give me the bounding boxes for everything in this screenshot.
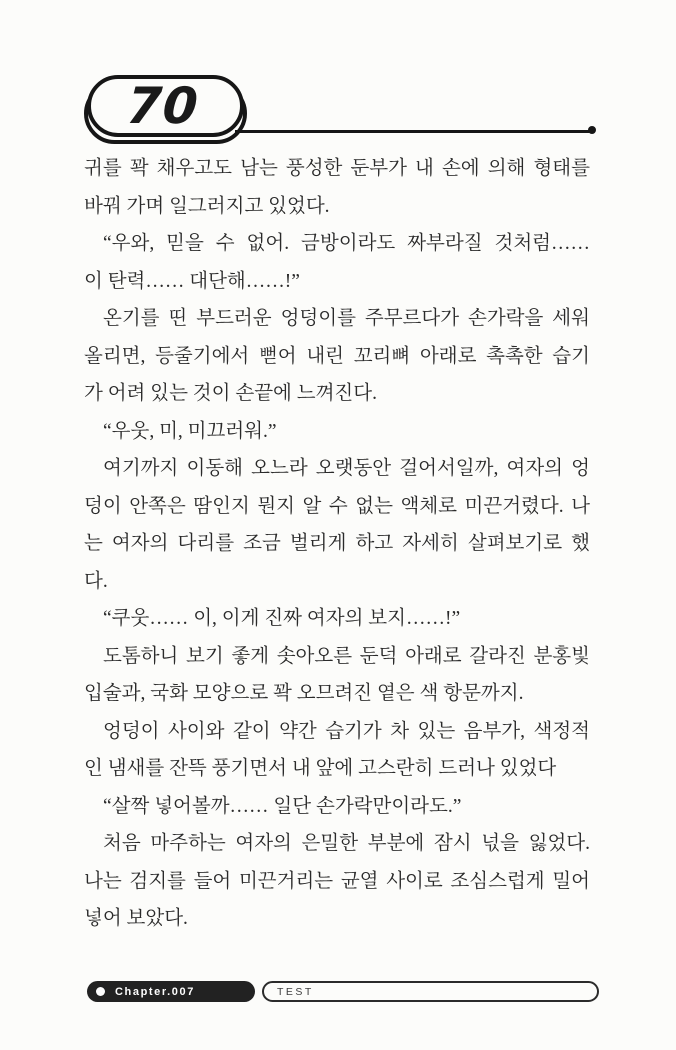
- ring-end-icon: [588, 126, 596, 134]
- text-line: 여기까지 이동해 오느라 오랫동안 걸어서일까, 여자의 엉: [103, 458, 590, 479]
- text-line: “쿠웃…… 이, 이게 진짜 여자의 보지……!”: [103, 608, 461, 629]
- text-line: 엉덩이 사이와 같이 약간 습기가 차 있는 음부가, 색정적: [103, 720, 590, 742]
- text-line: 처음 마주하는 여자의 은밀한 부분에 잠시 넋을 잃었다.: [103, 833, 590, 854]
- text-line: 덩이 안쪽은 땀인지 뭔지 알 수 없는 액체로 미끈거렸다. 나: [84, 495, 590, 517]
- text-line: 온기를 띤 부드러운 엉덩이를 주무르다가 손가락을 세워: [103, 308, 590, 329]
- text-line: 귀를 꽉 채우고도 남는 풍성한 둔부가 내 손에 의해 형태를: [84, 158, 590, 179]
- text-line: “살짝 넣어볼까…… 일단 손가락만이라도.”: [103, 795, 462, 817]
- text-line: 이 탄력…… 대단해……!”: [84, 270, 300, 292]
- header-rule-line: [235, 130, 591, 133]
- text-line: 입술과, 국화 모양으로 꽉 오므려진 옅은 색 항문까지.: [84, 683, 524, 704]
- text-line: 가 어려 있는 것이 손끝에 느껴진다.: [84, 383, 377, 404]
- text-line: “우와, 믿을 수 없어. 금방이라도 짜부라질 것처럼……: [103, 233, 590, 254]
- footer-title-label: TEST: [277, 985, 314, 998]
- page-number-badge: [87, 75, 244, 137]
- bullet-dot-icon: [96, 987, 105, 996]
- body-text: [84, 150, 590, 938]
- chapter-label: Chapter.007: [115, 985, 195, 998]
- text-line: 바꿔 가며 일그러지고 있었다.: [84, 195, 330, 217]
- text-line: 는 여자의 다리를 조금 벌리게 하고 자세히 살펴보기로 했: [84, 533, 590, 554]
- text-line: “우웃, 미, 미끄러워.”: [103, 420, 277, 442]
- text-line: 다.: [84, 570, 108, 592]
- text-line: 나는 검지를 들어 미끈거리는 균열 사이로 조심스럽게 밀어: [84, 870, 590, 892]
- text-line: 인 냄새를 잔뜩 풍기면서 내 앞에 고스란히 드러나 있었다: [84, 758, 557, 779]
- chapter-badge: [87, 981, 255, 1002]
- page-number: 70: [124, 77, 201, 135]
- text-line: 넣어 보았다.: [84, 908, 188, 929]
- text-line: 올리면, 등줄기에서 뻗어 내린 꼬리뼈 아래로 촉촉한 습기: [84, 345, 590, 367]
- footer-title-pill: [262, 981, 599, 1002]
- text-line: 도톰하니 보기 좋게 솟아오른 둔덕 아래로 갈라진 분홍빛: [103, 645, 590, 667]
